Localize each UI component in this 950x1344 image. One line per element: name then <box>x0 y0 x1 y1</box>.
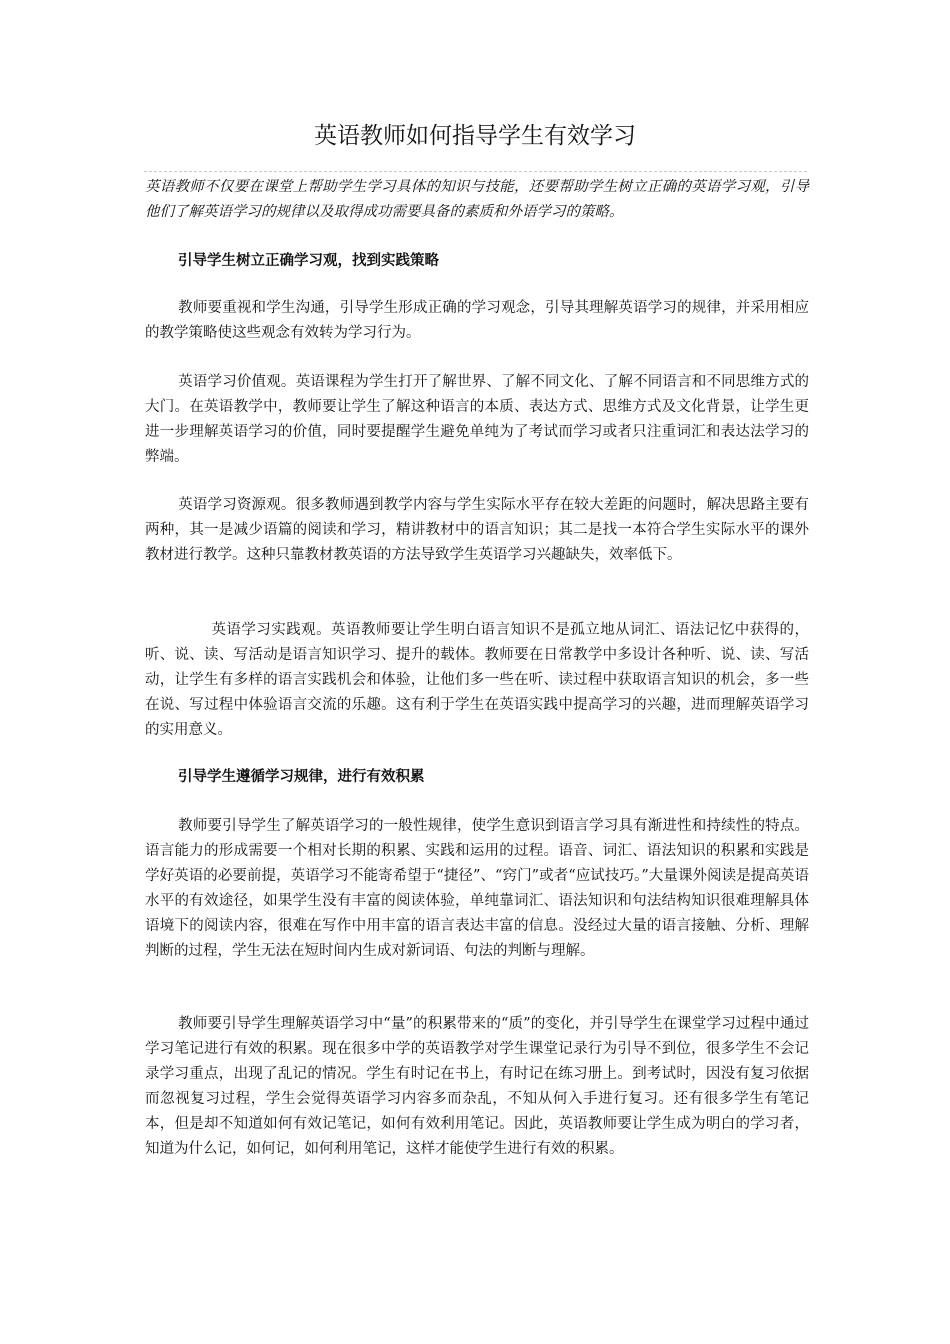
paragraph-text: 英语学习价值观。英语课程为学生打开了解世界、了解不同文化、了解不同语言和不同思维方式的大门。在英语教学中，教师要让学生了解这种语言的本质、表达方式、思维方式及文化背景，让学生更进一步理解英语学习的价值，同时要提醒学生避免单纯为了考试而学习或者只注重词汇和表达法学习的弊端。 <box>145 374 809 465</box>
paragraph-text: 教师要重视和学生沟通，引导学生形成正确的学习观念，引导其理解英语学习的规律，并采用相应的教学策略使这些观念有效转为学习行为。 <box>145 300 809 341</box>
section-heading-text: 引导学生树立正确学习观，找到实践策略 <box>178 253 439 269</box>
section-heading <box>145 765 809 790</box>
paragraph-text: 英语学习实践观。英语教师要让学生明白语言知识不是孤立地从词汇、语法记忆中获得的，听、说、读、写活动是语言知识学习、提升的载体。教师要在日常教学中多设计各种听、说、读、写活动，让学生有多样的语言实践机会和体验，让他们多一些在听、读过程中获取语言知识的机会，多一些在说、写过程中体验语言交流的乐趣。这有利于学生在英语实践中提高学习的兴趣，进而理解英语学习的实用意义。 <box>145 622 809 738</box>
document-title: 英语教师如何指导学生有效学习 <box>314 123 636 149</box>
body-paragraph <box>145 814 809 964</box>
section-heading-text: 引导学生遵循学习规律，进行有效积累 <box>178 769 425 785</box>
body-paragraph <box>145 296 809 346</box>
body-paragraph <box>145 618 809 743</box>
paragraph-text: 教师要引导学生了解英语学习的一般性规律，使学生意识到语言学习具有渐进性和持续性的特点。语言能力的形成需要一个相对长期的积累、实践和运用的过程。语音、词汇、语法知识的积累和实践是学好英语的必要前提，英语学习不能寄希望于“捷径”、“窍门”或者“应试技巧。”大量课外阅读是提高英语水平的有效途径，如果学生没有丰富的阅读体验，单纯靠词汇、语法知识和句法结构知识很难理解具体语境下的阅读内容，很难在写作中用丰富的语言表达丰富的信息。没经过大量的语言接触、分析、理解判断的过程，学生无法在短时间内生成对新词语、句法的判断与理解。 <box>145 818 809 959</box>
section-heading <box>145 249 809 274</box>
intro-paragraph: 英语教师不仅要在课堂上帮助学生学习具体的知识与技能，还要帮助学生树立正确的英语学习观，引导他们了解英语学习的规律以及取得成功需要具备的素质和外语学习的策略。 <box>145 179 809 220</box>
body-paragraph <box>145 1012 809 1162</box>
paragraph-text: 教师要引导学生理解英语学习中“量”的积累带来的“质”的变化，并引导学生在课堂学习过程中通过学习笔记进行有效的积累。现在很多中学的英语教学对学生课堂记录行为引导不到位，很多学生不会记录学习重点，出现了乱记的情况。学生有时记在书上，有时记在练习册上。到考试时，因没有复习依据而忽视复习过程，学生会觉得英语学习内容多而杂乱，不知从何入手进行复习。还有很多学生有笔记本，但是却不知道如何有效记笔记，如何有效利用笔记。因此，英语教师要让学生成为明白的学习者，知道为什么记，如何记，如何利用笔记，这样才能使学生进行有效的积累。 <box>145 1016 809 1157</box>
body-paragraph <box>145 370 809 470</box>
title-divider <box>144 171 807 172</box>
paragraph-text: 英语学习资源观。很多教师遇到教学内容与学生实际水平存在较大差距的问题时，解决思路主要有两种，其一是减少语篇的阅读和学习，精讲教材中的语言知识；其二是找一本符合学生实际水平的课外教材进行教学。这种只靠教材教英语的方法导致学生英语学习兴趣缺失，效率低下。 <box>145 497 809 563</box>
body-paragraph <box>145 493 809 568</box>
